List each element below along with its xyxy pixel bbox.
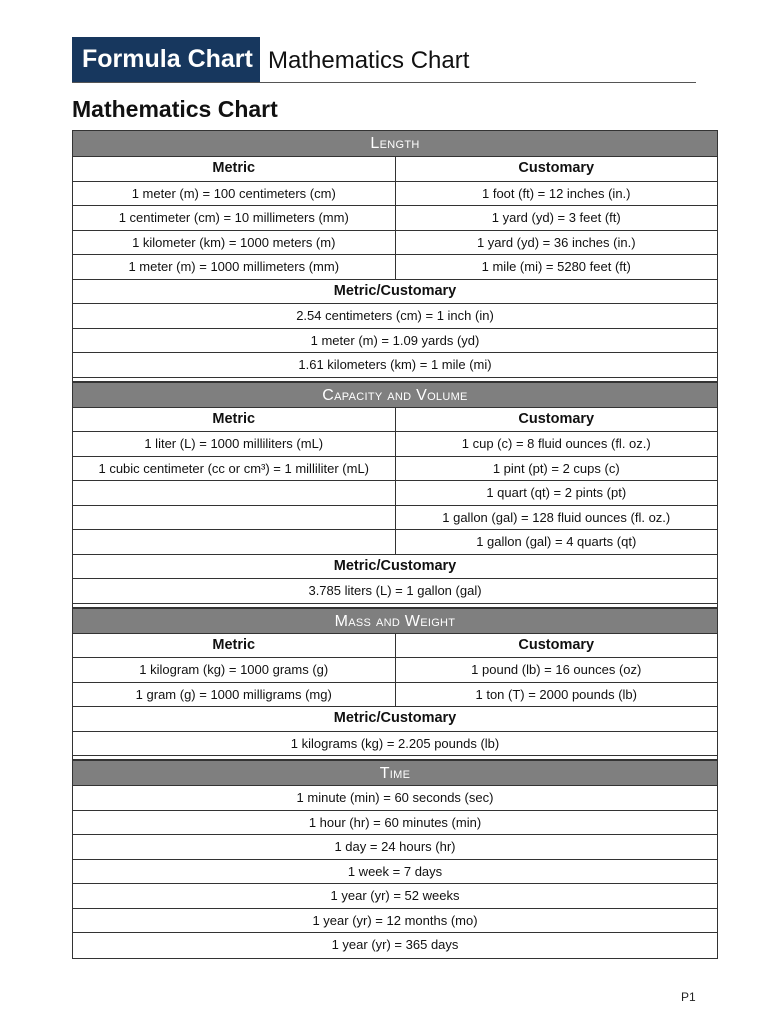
section-header-time: Time (73, 760, 717, 786)
table-cell: 1 centimeter (cm) = 10 millimeters (mm) (73, 206, 396, 230)
table-row (73, 182, 717, 207)
table-row (73, 481, 717, 506)
table-cell: 1 pound (lb) = 16 ounces (oz) (471, 662, 642, 677)
table-cell: 1 kilogram (kg) = 1000 grams (g) (73, 658, 396, 682)
table-row (73, 329, 717, 354)
table-row (73, 280, 717, 305)
table-row (73, 555, 717, 580)
table-row (73, 707, 717, 732)
table-row (73, 506, 717, 531)
conversion-header: Metric/Customary (333, 557, 457, 574)
table-row (73, 157, 717, 182)
conversion-header: Metric/Customary (333, 710, 457, 726)
table-row (73, 732, 717, 757)
table-row (73, 860, 717, 885)
table-row (73, 579, 717, 604)
table-cell: 1 gallon (gal) = 4 quarts (qt) (476, 534, 637, 549)
column-header-customary: Customary (518, 160, 595, 176)
table-row (73, 909, 717, 934)
table-cell (73, 506, 396, 530)
column-header-metric: Metric (73, 634, 396, 658)
table-cell: 1 kilograms (kg) = 2.205 pounds (lb) (290, 735, 500, 751)
table-row (73, 530, 717, 555)
table-cell (73, 530, 396, 554)
table-cell (73, 481, 396, 505)
table-cell: 1 year (yr) = 12 months (mo) (312, 912, 478, 928)
mathematics-chart-table (72, 130, 718, 959)
section-header-mass: Mass and Weight (73, 608, 717, 634)
section-header-capacity: Capacity and Volume (73, 382, 717, 408)
table-row (73, 658, 717, 683)
table-cell: 1 hour (hr) = 60 minutes (min) (308, 814, 482, 830)
header-subtitle: Mathematics Chart (268, 47, 470, 74)
table-row (73, 683, 717, 708)
table-cell: 1 meter (m) = 100 centimeters (cm) (73, 182, 396, 206)
table-cell: 1 mile (mi) = 5280 feet (ft) (481, 259, 631, 274)
table-cell: 1.61 kilometers (km) = 1 mile (mi) (298, 357, 492, 372)
table-row (73, 933, 717, 958)
table-row (73, 408, 717, 433)
table-cell: 1 gram (g) = 1000 milligrams (mg) (73, 683, 396, 707)
table-cell: 1 year (yr) = 365 days (331, 937, 459, 952)
table-cell: 1 pint (pt) = 2 cups (c) (492, 460, 620, 476)
table-row (73, 835, 717, 860)
table-cell: 1 cubic centimeter (cc or cm³) = 1 milliliter (mL) (73, 457, 396, 481)
table-cell: 1 yard (yd) = 3 feet (ft) (491, 210, 621, 225)
table-row (73, 786, 717, 811)
section-header-length: Length (73, 131, 717, 157)
column-header-customary: Customary (518, 410, 595, 427)
table-cell: 1 meter (m) = 1000 millimeters (mm) (73, 255, 396, 279)
page-number: P1 (681, 990, 696, 1004)
table-cell: 1 year (yr) = 52 weeks (330, 888, 460, 903)
table-cell: 1 week = 7 days (347, 863, 443, 879)
table-cell: 1 foot (ft) = 12 inches (in.) (482, 185, 631, 201)
conversion-header: Metric/Customary (333, 282, 457, 299)
table-row (73, 634, 717, 659)
document-header (72, 37, 696, 83)
table-cell: 1 meter (m) = 1.09 yards (yd) (310, 332, 480, 348)
table-row (73, 353, 717, 378)
table-cell: 1 quart (qt) = 2 pints (pt) (486, 485, 627, 500)
brand-title: Formula Chart (72, 37, 260, 82)
page-title: Mathematics Chart (72, 96, 278, 122)
table-cell: 1 day = 24 hours (hr) (334, 839, 456, 854)
column-header-metric: Metric (73, 408, 396, 432)
table-row (73, 255, 717, 280)
table-cell: 1 ton (T) = 2000 pounds (lb) (475, 686, 637, 702)
table-cell: 1 kilometer (km) = 1000 meters (m) (73, 231, 396, 255)
table-cell: 1 liter (L) = 1000 milliliters (mL) (73, 432, 396, 456)
table-cell: 3.785 liters (L) = 1 gallon (gal) (308, 583, 482, 598)
table-row (73, 884, 717, 909)
table-cell: 2.54 centimeters (cm) = 1 inch (in) (296, 308, 494, 323)
table-row (73, 432, 717, 457)
column-header-customary: Customary (518, 636, 595, 653)
table-row (73, 231, 717, 256)
column-header-metric: Metric (73, 157, 396, 181)
table-cell: 1 minute (min) = 60 seconds (sec) (296, 790, 494, 805)
table-cell: 1 cup (c) = 8 fluid ounces (fl. oz.) (461, 436, 651, 451)
table-row (73, 304, 717, 329)
table-row (73, 206, 717, 231)
table-row (73, 811, 717, 836)
table-cell: 1 yard (yd) = 36 inches (in.) (476, 234, 636, 250)
table-cell: 1 gallon (gal) = 128 fluid ounces (fl. oz.) (442, 509, 671, 525)
table-row (73, 457, 717, 482)
